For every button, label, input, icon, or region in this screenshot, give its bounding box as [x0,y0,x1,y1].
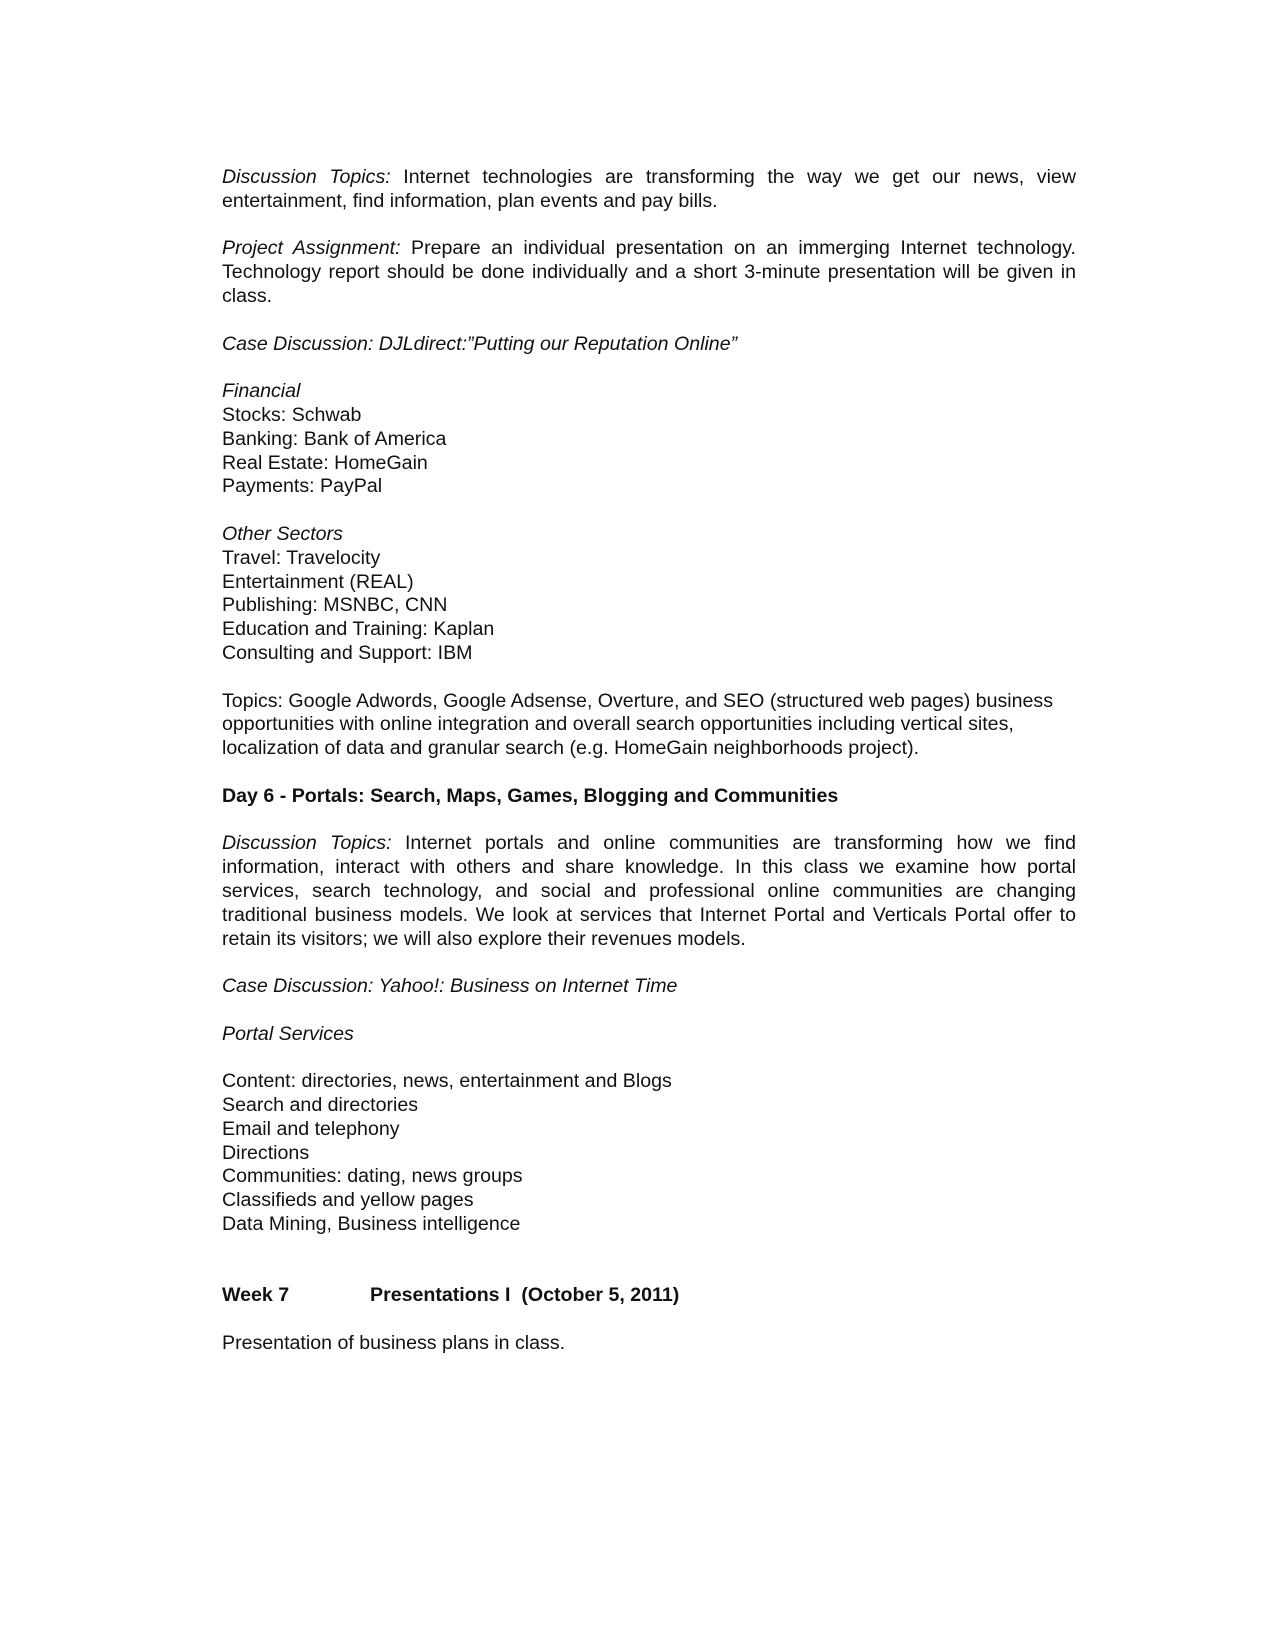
day6-discussion-label: Discussion Topics: [222,832,392,855]
other-sectors-section [222,523,1076,666]
list-item: Consulting and Support: IBM [222,641,473,664]
portal-services-heading: Portal Services [222,1022,354,1045]
list-item: Directions [222,1141,310,1164]
day6-discussion-paragraph [222,832,1076,951]
week7-label: Week 7 [222,1284,290,1307]
list-item: Stocks: Schwab [222,403,362,426]
case-discussion-yahoo: Case Discussion: Yahoo!: Business on Internet Time [222,975,678,998]
project-assignment-text: Prepare an individual presentation on an immerging Internet technology. Technology report should be done individually and a short 3-minute presentation will be given in class. [222,237,1076,307]
week7-text: Presentation of business plans in class. [222,1332,566,1355]
list-item: Content: directories, news, entertainment and Blogs [222,1070,672,1093]
other-sectors-heading: Other Sectors [222,522,343,545]
portal-services-list [222,1070,1076,1237]
blank-line [222,1261,1076,1285]
list-item: Payments: PayPal [222,475,383,498]
project-assignment-label: Project Assignment: [222,237,401,260]
list-item: Data Mining, Business intelligence [222,1213,521,1236]
week7-heading [222,1284,1076,1308]
list-item: Search and directories [222,1094,419,1117]
case-discussion-djldirect: Case Discussion: DJLdirect:”Putting our Reputation Online” [222,332,738,355]
list-item: Education and Training: Kaplan [222,618,495,641]
list-item: Publishing: MSNBC, CNN [222,594,448,617]
financial-heading: Financial [222,380,301,403]
list-item: Banking: Bank of America [222,427,447,450]
financial-section [222,380,1076,499]
topics-paragraph: Topics: Google Adwords, Google Adsense, Overture, and SEO (structured web pages) business opportunities with online integration and overall search opportunities including vertical sites, localization of data and granular search (e.g. HomeGain neighborhoods project). [222,689,1054,760]
day6-discussion-text: Internet portals and online communities are transforming how we find information, interact with others and share knowledge. In this class we examine how portal services, search technology, and social and professional online communities are changing traditional business models. We look at services that Internet Portal and Verticals Portal offer to retain its visitors; we will also explore their revenues models. [222,832,1076,950]
week7-title: Presentations I (October 5, 2011) [370,1284,680,1307]
project-assignment-paragraph [222,237,1076,308]
document-page [222,166,1076,1380]
discussion-topics-paragraph [222,166,1076,214]
list-item: Classifieds and yellow pages [222,1189,474,1212]
discussion-topics-label: Discussion Topics: [222,166,391,188]
day6-heading: Day 6 - Portals: Search, Maps, Games, Blogging and Communities [222,784,839,807]
list-item: Email and telephony [222,1117,400,1140]
discussion-topics-text: Internet technologies are transforming the way we get our news, view entertainment, find information, plan events and pay bills. [222,166,1076,212]
list-item: Real Estate: HomeGain [222,451,428,474]
list-item: Communities: dating, news groups [222,1165,523,1188]
list-item: Travel: Travelocity [222,546,381,569]
list-item: Entertainment (REAL) [222,570,414,593]
